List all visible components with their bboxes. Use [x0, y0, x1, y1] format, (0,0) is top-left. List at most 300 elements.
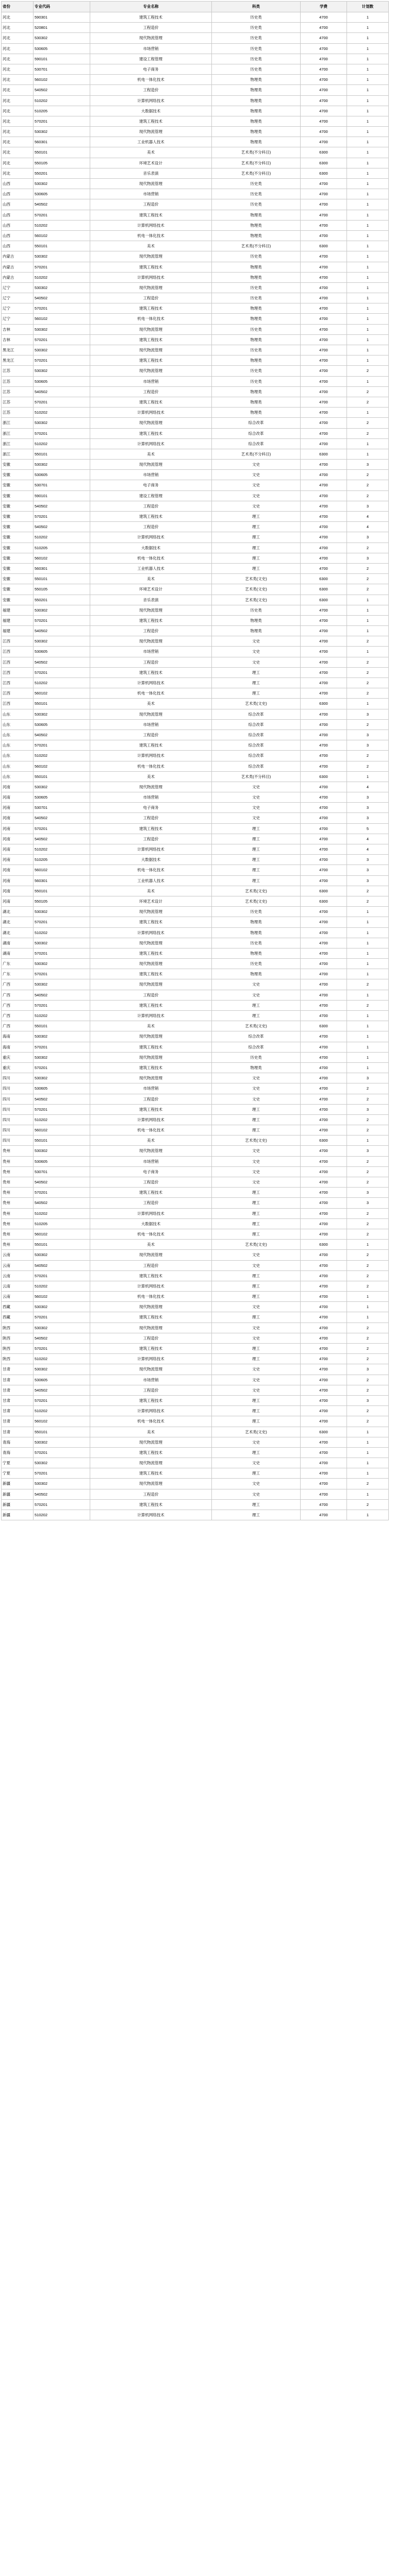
cell-plan-count: 1	[347, 1240, 389, 1249]
cell-major-code: 570201	[33, 1271, 90, 1281]
cell-major-name: 工程造价	[90, 1385, 211, 1395]
cell-category: 物理类	[211, 314, 300, 324]
cell-category: 物理类	[211, 262, 300, 272]
cell-category: 历史类	[211, 377, 300, 386]
cell-major-code: 530701	[33, 480, 90, 490]
table-row	[1, 418, 389, 428]
cell-province: 江西	[1, 678, 33, 688]
cell-plan-count: 1	[347, 772, 389, 782]
cell-major-code: 530302	[33, 1302, 90, 1312]
cell-province: 安徽	[1, 574, 33, 584]
cell-province: 江西	[1, 668, 33, 677]
cell-major-code: 560102	[33, 314, 90, 324]
cell-major-code: 570201	[33, 1063, 90, 1073]
cell-category: 理工	[211, 1354, 300, 1364]
cell-province: 河南	[1, 813, 33, 823]
cell-category: 综合改革	[211, 751, 300, 760]
cell-tuition: 4700	[300, 1323, 347, 1333]
cell-province: 广西	[1, 1001, 33, 1010]
cell-category: 物理类	[211, 335, 300, 345]
cell-category: 理工	[211, 1344, 300, 1353]
cell-category: 综合改革	[211, 720, 300, 730]
cell-plan-count: 2	[347, 896, 389, 906]
cell-plan-count: 2	[347, 387, 389, 397]
cell-tuition: 4700	[300, 1125, 347, 1135]
cell-major-name: 现代物流管理	[90, 605, 211, 615]
cell-plan-count: 2	[347, 979, 389, 989]
cell-major-code: 550105	[33, 584, 90, 594]
cell-tuition: 4700	[300, 137, 347, 147]
cell-major-code: 510202	[33, 1510, 90, 1520]
cell-major-name: 工程造价	[90, 1261, 211, 1270]
table-row	[1, 1344, 389, 1354]
table-row	[1, 1448, 389, 1458]
table-row	[1, 574, 389, 584]
table-row	[1, 491, 389, 501]
cell-major-name: 现代物流管理	[90, 127, 211, 137]
cell-plan-count: 2	[347, 564, 389, 573]
cell-major-code: 550101	[33, 574, 90, 584]
cell-major-code: 530302	[33, 1250, 90, 1260]
cell-tuition: 4700	[300, 1364, 347, 1374]
cell-tuition: 4700	[300, 12, 347, 22]
cell-major-name: 现代物流管理	[90, 1302, 211, 1312]
cell-major-code: 550105	[33, 158, 90, 168]
cell-category: 历史类	[211, 325, 300, 334]
cell-major-name: 工业机器人技术	[90, 564, 211, 573]
cell-major-name: 现代物流管理	[90, 1031, 211, 1041]
cell-major-name: 建筑工程技术	[90, 969, 211, 979]
cell-major-name: 机电一体化技术	[90, 1229, 211, 1239]
cell-major-name: 建筑工程技术	[90, 1001, 211, 1010]
cell-province: 河南	[1, 792, 33, 802]
cell-province: 河南	[1, 844, 33, 854]
cell-major-code: 540502	[33, 1177, 90, 1187]
cell-plan-count: 3	[347, 855, 389, 865]
cell-category: 理工	[211, 1219, 300, 1229]
cell-tuition: 4700	[300, 1146, 347, 1156]
cell-tuition: 4700	[300, 1219, 347, 1229]
cell-major-code: 530302	[33, 1031, 90, 1041]
cell-category: 文史	[211, 1167, 300, 1177]
cell-plan-count: 2	[347, 1229, 389, 1239]
cell-major-name: 现代物流管理	[90, 1323, 211, 1333]
cell-major-name: 工程造价	[90, 1177, 211, 1187]
cell-major-name: 电子商务	[90, 480, 211, 490]
cell-major-code: 560102	[33, 75, 90, 84]
cell-major-code: 550101	[33, 147, 90, 157]
cell-major-name: 机电一体化技术	[90, 231, 211, 241]
table-row	[1, 813, 389, 823]
cell-plan-count: 2	[347, 1261, 389, 1270]
cell-plan-count: 3	[347, 553, 389, 563]
table-row	[1, 1209, 389, 1219]
table-row	[1, 387, 389, 397]
cell-tuition: 6300	[300, 168, 347, 178]
cell-tuition: 4700	[300, 1416, 347, 1426]
cell-province: 湖南	[1, 948, 33, 958]
cell-major-name: 工程造价	[90, 501, 211, 511]
cell-major-name: 工业机器人技术	[90, 876, 211, 886]
cell-major-name: 计算机网络技术	[90, 1281, 211, 1291]
cell-major-code: 510202	[33, 1115, 90, 1125]
cell-plan-count: 1	[347, 1042, 389, 1052]
cell-major-code: 540502	[33, 730, 90, 740]
cell-major-name: 计算机网络技术	[90, 1354, 211, 1364]
cell-major-code: 540502	[33, 1198, 90, 1208]
cell-plan-count: 1	[347, 1437, 389, 1447]
cell-plan-count: 1	[347, 1053, 389, 1062]
table-body	[1, 12, 389, 1520]
cell-plan-count: 2	[347, 1333, 389, 1343]
cell-major-name: 建筑工程技术	[90, 740, 211, 750]
cell-plan-count: 1	[347, 137, 389, 147]
cell-major-name: 建设工程管理	[90, 491, 211, 501]
cell-major-name: 建筑工程技术	[90, 1188, 211, 1197]
cell-province: 安徽	[1, 564, 33, 573]
cell-category: 艺术类(不分科目)	[211, 147, 300, 157]
table-row	[1, 532, 389, 543]
cell-category: 综合改革	[211, 439, 300, 449]
cell-category: 艺术类(不分科目)	[211, 158, 300, 168]
table-row	[1, 33, 389, 43]
table-row	[1, 23, 389, 33]
table-row	[1, 917, 389, 927]
cell-tuition: 4700	[300, 439, 347, 449]
cell-major-code: 510202	[33, 96, 90, 106]
table-row	[1, 1240, 389, 1250]
cell-plan-count: 1	[347, 345, 389, 355]
cell-category: 综合改革	[211, 429, 300, 438]
cell-category: 理工	[211, 1209, 300, 1218]
cell-major-name: 机电一体化技术	[90, 75, 211, 84]
table-row	[1, 1146, 389, 1156]
cell-plan-count: 2	[347, 886, 389, 896]
cell-major-name: 市场营销	[90, 1083, 211, 1093]
header-category: 科类	[211, 2, 300, 12]
cell-province: 青海	[1, 1448, 33, 1458]
cell-major-code: 510202	[33, 751, 90, 760]
cell-province: 贵州	[1, 1167, 33, 1177]
table-row	[1, 199, 389, 210]
cell-category: 综合改革	[211, 740, 300, 750]
table-row	[1, 303, 389, 314]
cell-plan-count: 3	[347, 1105, 389, 1114]
cell-province: 甘肃	[1, 1406, 33, 1416]
cell-major-name: 现代物流管理	[90, 1479, 211, 1488]
cell-major-name: 美术	[90, 574, 211, 584]
cell-major-code: 550101	[33, 1427, 90, 1437]
cell-province: 辽宁	[1, 303, 33, 313]
cell-major-code: 510202	[33, 439, 90, 449]
cell-major-code: 550105	[33, 896, 90, 906]
cell-category: 文史	[211, 1083, 300, 1093]
cell-category: 理工	[211, 1125, 300, 1135]
cell-major-name: 现代物流管理	[90, 1250, 211, 1260]
cell-category: 物理类	[211, 221, 300, 230]
cell-plan-count: 2	[347, 1354, 389, 1364]
cell-plan-count: 3	[347, 709, 389, 719]
cell-plan-count: 3	[347, 792, 389, 802]
cell-tuition: 4700	[300, 979, 347, 989]
cell-plan-count: 3	[347, 740, 389, 750]
table-row	[1, 636, 389, 647]
cell-major-code: 530302	[33, 709, 90, 719]
cell-major-name: 建筑工程技术	[90, 1105, 211, 1114]
table-row	[1, 439, 389, 449]
cell-major-code: 510205	[33, 106, 90, 116]
cell-province: 四川	[1, 1136, 33, 1145]
cell-tuition: 6300	[300, 449, 347, 459]
table-row	[1, 616, 389, 626]
table-row	[1, 1053, 389, 1063]
cell-category: 理工	[211, 865, 300, 875]
table-row	[1, 803, 389, 813]
cell-province: 江西	[1, 657, 33, 667]
cell-category: 文史	[211, 1489, 300, 1499]
table-row	[1, 325, 389, 335]
cell-tuition: 4700	[300, 647, 347, 656]
cell-province: 安徽	[1, 595, 33, 605]
cell-major-name: 现代物流管理	[90, 979, 211, 989]
cell-major-code: 510202	[33, 221, 90, 230]
cell-tuition: 6300	[300, 1240, 347, 1249]
cell-category: 理工	[211, 834, 300, 844]
cell-tuition: 4700	[300, 116, 347, 126]
cell-plan-count: 1	[347, 355, 389, 365]
cell-major-code: 540502	[33, 1385, 90, 1395]
cell-major-name: 建筑工程技术	[90, 335, 211, 345]
cell-major-code: 540502	[33, 522, 90, 532]
cell-plan-count: 1	[347, 106, 389, 116]
cell-plan-count: 2	[347, 751, 389, 760]
cell-tuition: 4700	[300, 325, 347, 334]
cell-major-code: 530605	[33, 647, 90, 656]
cell-tuition: 4700	[300, 824, 347, 834]
cell-major-code: 570201	[33, 1396, 90, 1405]
cell-category: 理工	[211, 1198, 300, 1208]
cell-plan-count: 1	[347, 605, 389, 615]
table-row	[1, 657, 389, 668]
table-row	[1, 595, 389, 605]
cell-tuition: 4700	[300, 23, 347, 32]
cell-province: 安徽	[1, 522, 33, 532]
cell-province: 贵州	[1, 1209, 33, 1218]
cell-major-name: 工程造价	[90, 293, 211, 303]
cell-plan-count: 1	[347, 1468, 389, 1478]
table-row	[1, 64, 389, 75]
cell-category: 理工	[211, 1001, 300, 1010]
table-row	[1, 147, 389, 158]
cell-major-name: 计算机网络技术	[90, 273, 211, 282]
cell-tuition: 4700	[300, 709, 347, 719]
table-row	[1, 1406, 389, 1416]
cell-province: 江西	[1, 647, 33, 656]
cell-plan-count: 2	[347, 1500, 389, 1510]
table-row	[1, 1396, 389, 1406]
cell-category: 文史	[211, 1458, 300, 1468]
cell-plan-count: 1	[347, 1292, 389, 1301]
cell-major-code: 570201	[33, 262, 90, 272]
table-row	[1, 1427, 389, 1437]
cell-major-name: 计算机网络技术	[90, 844, 211, 854]
cell-major-code: 550201	[33, 595, 90, 605]
cell-major-code: 570201	[33, 1344, 90, 1353]
cell-tuition: 4700	[300, 616, 347, 625]
cell-plan-count: 3	[347, 865, 389, 875]
cell-category: 综合改革	[211, 418, 300, 428]
cell-plan-count: 1	[347, 1489, 389, 1499]
cell-plan-count: 1	[347, 439, 389, 449]
cell-major-code: 540502	[33, 1489, 90, 1499]
cell-province: 河北	[1, 137, 33, 147]
cell-province: 河北	[1, 33, 33, 43]
cell-plan-count: 2	[347, 1406, 389, 1416]
cell-province: 吉林	[1, 335, 33, 345]
cell-plan-count: 3	[347, 1198, 389, 1208]
cell-plan-count: 1	[347, 273, 389, 282]
cell-major-name: 音乐表演	[90, 168, 211, 178]
cell-category: 物理类	[211, 303, 300, 313]
cell-major-name: 美术	[90, 1240, 211, 1249]
cell-major-code: 570201	[33, 355, 90, 365]
cell-tuition: 4700	[300, 189, 347, 199]
cell-province: 广东	[1, 959, 33, 969]
cell-tuition: 4700	[300, 928, 347, 938]
cell-province: 山西	[1, 210, 33, 220]
cell-major-code: 510202	[33, 532, 90, 542]
cell-province: 河南	[1, 834, 33, 844]
cell-tuition: 4700	[300, 782, 347, 792]
cell-plan-count: 1	[347, 969, 389, 979]
cell-category: 历史类	[211, 23, 300, 32]
cell-category: 历史类	[211, 33, 300, 43]
cell-major-name: 工程造价	[90, 85, 211, 95]
cell-major-name: 美术	[90, 1021, 211, 1031]
cell-tuition: 4700	[300, 522, 347, 532]
cell-major-code: 550101	[33, 1240, 90, 1249]
cell-major-code: 570201	[33, 1105, 90, 1114]
table-row	[1, 678, 389, 688]
cell-major-code: 540502	[33, 501, 90, 511]
cell-tuition: 6300	[300, 896, 347, 906]
table-row	[1, 1177, 389, 1188]
table-row	[1, 1021, 389, 1031]
cell-tuition: 4700	[300, 85, 347, 95]
cell-plan-count: 1	[347, 1458, 389, 1468]
cell-major-name: 工程造价	[90, 657, 211, 667]
cell-plan-count: 4	[347, 522, 389, 532]
table-row	[1, 1323, 389, 1333]
cell-tuition: 4700	[300, 948, 347, 958]
cell-category: 文史	[211, 1333, 300, 1343]
cell-category: 文史	[211, 491, 300, 501]
cell-province: 安徽	[1, 480, 33, 490]
cell-plan-count: 3	[347, 501, 389, 511]
cell-major-code: 530302	[33, 251, 90, 261]
cell-province: 河北	[1, 12, 33, 22]
cell-plan-count: 1	[347, 1448, 389, 1458]
cell-tuition: 4700	[300, 1229, 347, 1239]
cell-tuition: 4700	[300, 480, 347, 490]
table-row	[1, 772, 389, 782]
cell-province: 贵州	[1, 1219, 33, 1229]
cell-tuition: 4700	[300, 1312, 347, 1322]
table-row	[1, 1354, 389, 1364]
cell-plan-count: 2	[347, 1083, 389, 1093]
cell-plan-count: 1	[347, 147, 389, 157]
cell-major-name: 现代物流管理	[90, 1458, 211, 1468]
table-row	[1, 1011, 389, 1021]
cell-major-name: 建筑工程技术	[90, 1344, 211, 1353]
cell-province: 陕西	[1, 1333, 33, 1343]
cell-province: 云南	[1, 1271, 33, 1281]
cell-major-code: 570201	[33, 616, 90, 625]
cell-major-name: 工程造价	[90, 834, 211, 844]
cell-category: 物理类	[211, 928, 300, 938]
cell-major-name: 现代物流管理	[90, 636, 211, 646]
table-row	[1, 740, 389, 751]
cell-plan-count: 2	[347, 678, 389, 688]
table-row	[1, 470, 389, 480]
cell-tuition: 4700	[300, 64, 347, 74]
cell-category: 历史类	[211, 283, 300, 293]
cell-category: 艺术类(不分科目)	[211, 449, 300, 459]
table-row	[1, 1437, 389, 1448]
cell-plan-count: 1	[347, 96, 389, 106]
cell-major-code: 560102	[33, 761, 90, 771]
cell-tuition: 4700	[300, 1053, 347, 1062]
table-row	[1, 1042, 389, 1053]
cell-major-code: 570201	[33, 668, 90, 677]
cell-tuition: 4700	[300, 813, 347, 823]
cell-plan-count: 1	[347, 23, 389, 32]
cell-major-code: 510205	[33, 855, 90, 865]
table-row	[1, 1083, 389, 1094]
cell-major-code: 530302	[33, 1053, 90, 1062]
cell-category: 物理类	[211, 273, 300, 282]
cell-tuition: 4700	[300, 512, 347, 521]
table-row	[1, 522, 389, 532]
cell-major-name: 建筑工程技术	[90, 948, 211, 958]
cell-province: 宁夏	[1, 1458, 33, 1468]
cell-tuition: 4700	[300, 418, 347, 428]
cell-category: 文史	[211, 782, 300, 792]
cell-major-name: 工程造价	[90, 1333, 211, 1343]
table-row	[1, 948, 389, 959]
cell-category: 文史	[211, 1146, 300, 1156]
cell-province: 四川	[1, 1094, 33, 1104]
cell-tuition: 6300	[300, 595, 347, 605]
cell-tuition: 6300	[300, 574, 347, 584]
cell-tuition: 4700	[300, 1448, 347, 1458]
cell-province: 西藏	[1, 1312, 33, 1322]
cell-category: 理工	[211, 1105, 300, 1114]
cell-province: 贵州	[1, 1229, 33, 1239]
cell-major-name: 现代物流管理	[90, 1053, 211, 1062]
cell-plan-count: 2	[347, 1250, 389, 1260]
table-row	[1, 553, 389, 564]
cell-category: 理工	[211, 1188, 300, 1197]
table-row	[1, 1489, 389, 1500]
cell-category: 文史	[211, 1177, 300, 1187]
cell-plan-count: 1	[347, 1031, 389, 1041]
cell-tuition: 4700	[300, 1115, 347, 1125]
cell-category: 历史类	[211, 199, 300, 209]
table-row	[1, 501, 389, 512]
table-row	[1, 335, 389, 345]
cell-plan-count: 1	[347, 1302, 389, 1312]
